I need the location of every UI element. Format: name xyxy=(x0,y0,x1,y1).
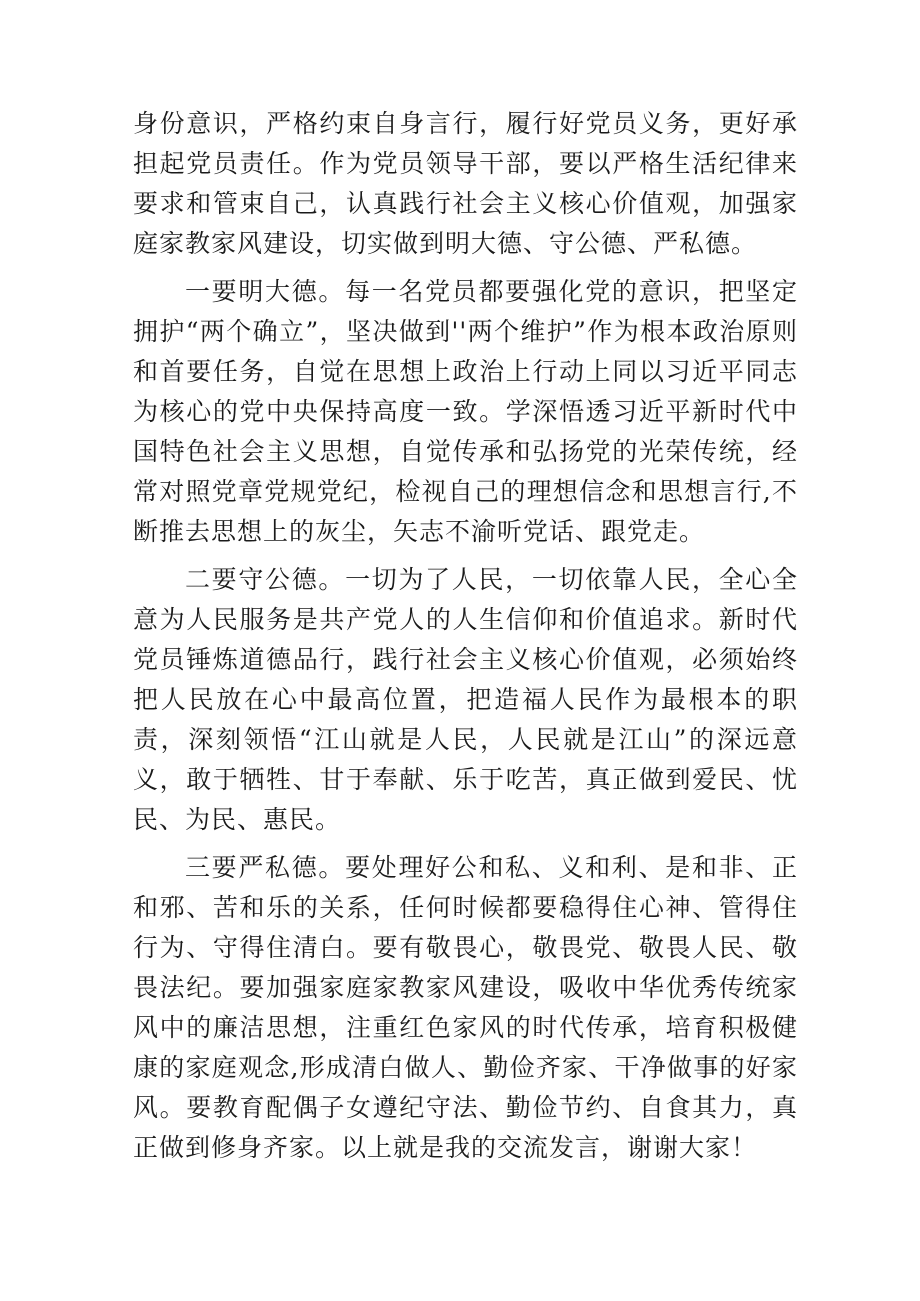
paragraph-ming-da-de: 一要明大德。每一名党员都要强化党的意识，把坚定拥护“两个确立”，坚决做到''两个维护”作为根本政治原则和首要任务，自觉在思想上政治上行动上同以习近平同志为核心的党中央保持高度一致。学深悟透习近平新时代中国特色社会主义思想，自觉传承和弘扬党的光荣传统，经常对照党章党规党纪，检视自己的理想信念和思想言行,不断推去思想上的灰尘，矢志不渝听党话、跟党走。 xyxy=(133,277,798,546)
paragraph-shou-gong-de: 二要守公德。一切为了人民，一切依靠人民，全心全意为人民服务是共产党人的人生信仰和价值追求。新时代党员锤炼道德品行，践行社会主义核心价值观，必须始终把人民放在心中最高位置，把造福人民作为最根本的职责，深刻领悟“江山就是人民，人民就是江山”的深远意义，敢于牺牲、甘于奉献、乐于吃苦，真正做到爱民、忧民、为民、惠民。 xyxy=(133,565,798,834)
paragraph-continuation: 身份意识，严格约束自身言行，履行好党员义务，更好承担起党员责任。作为党员领导干部，要以严格生活纪律来要求和管束自己，认真践行社会主义核心价值观，加强家庭家教家风建设，切实做到明大德、守公德、严私德。 xyxy=(133,109,798,258)
paragraph-yan-si-de: 三要严私德。要处理好公和私、义和利、是和非、正和邪、苦和乐的关系，任何时候都要稳得住心神、管得住行为、守得住清白。要有敬畏心，敬畏党、敬畏人民、敬畏法纪。要加强家庭家教家风建设，吸收中华优秀传统家风中的廉洁思想，注重红色家风的时代传承，培育积极健康的家庭观念,形成清白做人、勤俭齐家、干净做事的好家风。要教育配偶子女遵纪守法、勤俭节约、自食其力，真正做到修身齐家。以上就是我的交流发言，谢谢大家！ xyxy=(133,853,798,1162)
document-body xyxy=(133,104,798,1176)
